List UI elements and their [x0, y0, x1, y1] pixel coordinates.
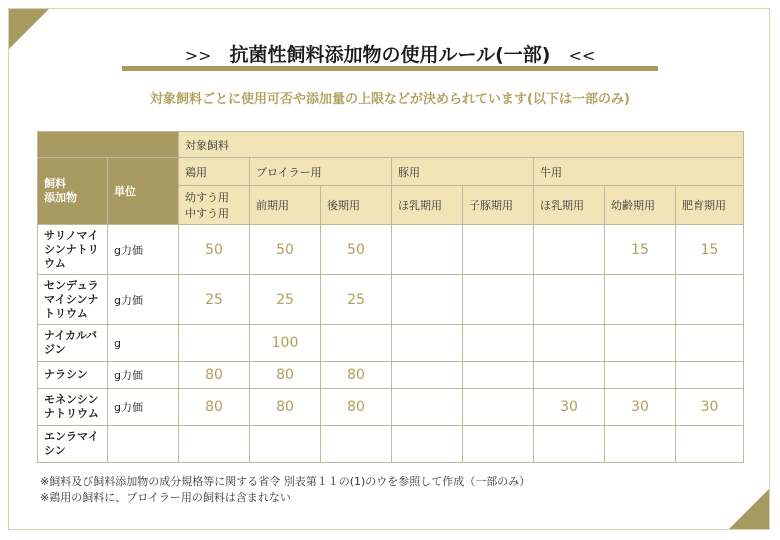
limit-value-cell — [676, 325, 744, 362]
additive-name: ナラシン — [38, 362, 108, 389]
limit-value-cell: 80 — [321, 389, 392, 426]
header-column: 肥育期用 — [676, 186, 744, 225]
limit-value-cell: 80 — [321, 362, 392, 389]
footnote: ※飼料及び飼料添加物の成分規格等に関する省令 別表第１１の(1)のウを参照して作成（一部のみ） — [40, 475, 531, 488]
limit-value-cell — [392, 362, 463, 389]
limit-value-cell — [463, 225, 534, 275]
header-additive: 飼料 添加物 — [38, 158, 108, 225]
title-prefix-arrows: >> — [184, 46, 212, 65]
table-row — [38, 275, 744, 325]
limit-value-cell: 25 — [321, 275, 392, 325]
limit-value-cell: 50 — [250, 225, 321, 275]
limit-value-cell: 30 — [676, 389, 744, 426]
limit-value-cell — [605, 325, 676, 362]
limit-value-cell — [463, 275, 534, 325]
header-group-cattle: 牛用 — [534, 158, 744, 186]
header-column: 後期用 — [321, 186, 392, 225]
subtitle: 対象飼料ごとに使用可否や添加量の上限などが決められています(以下は一部のみ) — [150, 92, 630, 107]
unit-cell: g — [108, 325, 179, 362]
limit-value-cell — [534, 275, 605, 325]
limit-value-cell — [463, 426, 534, 463]
table-row — [38, 426, 744, 463]
limit-value-cell — [676, 426, 744, 463]
limit-value-cell — [605, 362, 676, 389]
header-column: ほ乳期用 — [534, 186, 605, 225]
header-column: 子豚期用 — [463, 186, 534, 225]
corner-decoration-bottom-right — [729, 489, 769, 529]
limit-value-cell — [605, 426, 676, 463]
limit-value-cell — [534, 325, 605, 362]
header-column: 幼齢期用 — [605, 186, 676, 225]
limit-value-cell — [179, 426, 250, 463]
limit-value-cell: 25 — [250, 275, 321, 325]
limit-value-cell — [676, 275, 744, 325]
unit-cell: g力価 — [108, 389, 179, 426]
limit-value-cell — [250, 426, 321, 463]
limit-value-cell — [605, 275, 676, 325]
header-unit: 単位 — [108, 158, 179, 225]
additive-name: サリノマイ シンナトリ ウム — [38, 225, 108, 275]
unit-cell — [108, 426, 179, 463]
title-underline-bar — [122, 66, 658, 71]
page-title — [0, 40, 780, 67]
limit-value-cell — [676, 362, 744, 389]
limit-value-cell — [392, 389, 463, 426]
limit-value-cell — [392, 225, 463, 275]
unit-cell: g力価 — [108, 225, 179, 275]
limit-value-cell — [321, 426, 392, 463]
limit-value-cell — [392, 325, 463, 362]
limit-value-cell: 50 — [321, 225, 392, 275]
title-suffix-arrows: << — [568, 46, 596, 65]
additive-rules-table — [37, 131, 744, 463]
table-row — [38, 362, 744, 389]
unit-cell: g力価 — [108, 275, 179, 325]
unit-cell: g力価 — [108, 362, 179, 389]
additive-name: ナイカルバ ジン — [38, 325, 108, 362]
limit-value-cell: 80 — [250, 389, 321, 426]
additive-name: モネンシン ナトリウム — [38, 389, 108, 426]
limit-value-cell: 15 — [676, 225, 744, 275]
limit-value-cell — [463, 389, 534, 426]
header-column: 幼すう用 中すう用 — [179, 186, 250, 225]
limit-value-cell: 80 — [179, 389, 250, 426]
limit-value-cell: 50 — [179, 225, 250, 275]
limit-value-cell — [463, 325, 534, 362]
footnote: ※鶏用の飼料に、ブロイラー用の飼料は含まれない — [40, 491, 291, 504]
limit-value-cell — [392, 275, 463, 325]
limit-value-cell — [534, 225, 605, 275]
limit-value-cell — [179, 325, 250, 362]
header-group-broiler: ブロイラー用 — [250, 158, 392, 186]
limit-value-cell: 100 — [250, 325, 321, 362]
header-column: ほ乳期用 — [392, 186, 463, 225]
limit-value-cell: 80 — [250, 362, 321, 389]
limit-value-cell — [321, 325, 392, 362]
limit-value-cell: 30 — [605, 389, 676, 426]
footnotes — [40, 474, 530, 506]
header-group-chicken: 鶏用 — [179, 158, 250, 186]
title-text: 抗菌性飼料添加物の使用ルール(一部) — [229, 44, 551, 66]
limit-value-cell: 80 — [179, 362, 250, 389]
header-group-pig: 豚用 — [392, 158, 534, 186]
limit-value-cell — [534, 426, 605, 463]
limit-value-cell — [392, 426, 463, 463]
table-row — [38, 325, 744, 362]
limit-value-cell — [463, 362, 534, 389]
additive-name: エンラマイ シン — [38, 426, 108, 463]
table-row — [38, 389, 744, 426]
limit-value-cell: 30 — [534, 389, 605, 426]
table-row — [38, 225, 744, 275]
header-column: 前期用 — [250, 186, 321, 225]
header-blank-corner — [38, 132, 179, 158]
additive-name: センデュラ マイシンナ トリウム — [38, 275, 108, 325]
header-target-feed: 対象飼料 — [179, 132, 744, 158]
limit-value-cell: 25 — [179, 275, 250, 325]
limit-value-cell — [534, 362, 605, 389]
limit-value-cell: 15 — [605, 225, 676, 275]
